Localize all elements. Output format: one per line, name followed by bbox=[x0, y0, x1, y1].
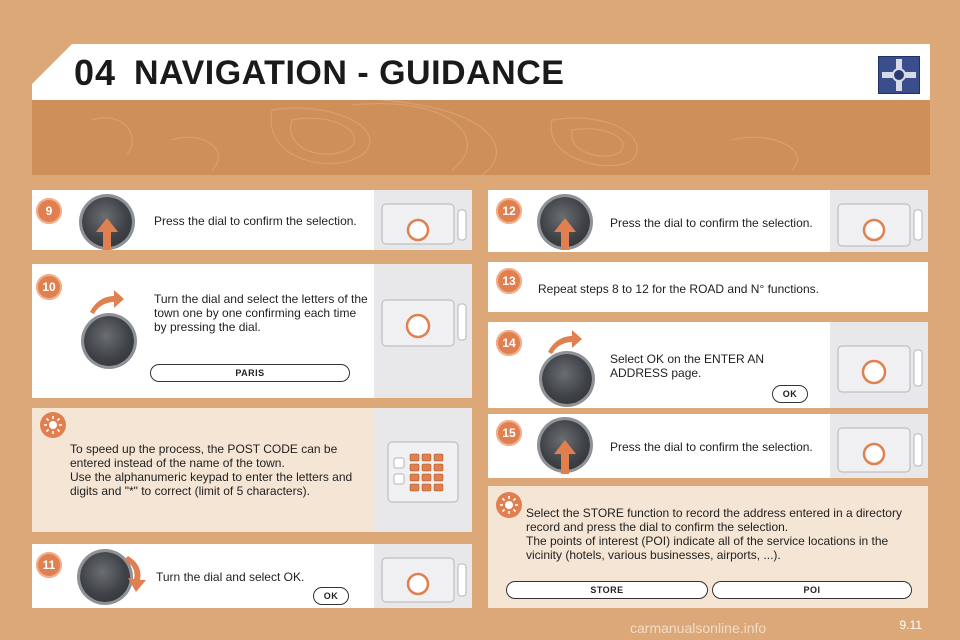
watermark: carmanualsonline.info bbox=[630, 620, 767, 636]
chapter-number: 04 bbox=[74, 52, 117, 93]
step-15-text: Press the dial to confirm the selection. bbox=[610, 440, 813, 454]
step-14-device-image bbox=[830, 322, 928, 408]
paris-button[interactable]: PARIS bbox=[150, 364, 350, 382]
step-10-text: Turn the dial and select the letters of the town one by one confirming each time by pressing the dial. bbox=[154, 292, 368, 334]
step-12-text: Press the dial to confirm the selection. bbox=[610, 216, 813, 230]
step-9-text: Press the dial to confirm the selection. bbox=[154, 214, 357, 228]
poi-button[interactable]: POI bbox=[712, 581, 912, 599]
page-title: NAVIGATION - GUIDANCE bbox=[134, 54, 565, 92]
turn-arrow-icon bbox=[546, 330, 582, 354]
ok-button-step-11[interactable]: OK bbox=[313, 587, 349, 605]
press-arrow-icon bbox=[96, 218, 118, 250]
tip-2-text-2: The points of interest (POI) indicate all of the service locations in the vicinity (hotels, various businesses, airports, ...). bbox=[526, 534, 889, 562]
topographic-banner bbox=[32, 100, 930, 175]
step-10-dial bbox=[84, 316, 134, 366]
ok-button-step-14[interactable]: OK bbox=[772, 385, 808, 403]
navigation-icon bbox=[878, 56, 920, 94]
turn-down-arrow-icon bbox=[124, 556, 148, 592]
step-11-dial bbox=[80, 552, 130, 602]
store-button[interactable]: STORE bbox=[506, 581, 708, 599]
step-9-device-image bbox=[374, 190, 472, 250]
step-10-device-image bbox=[374, 264, 472, 398]
step-14-badge: 14 bbox=[496, 330, 522, 356]
step-14-text: Select OK on the ENTER AN ADDRESS page. bbox=[610, 352, 765, 380]
step-15-badge: 15 bbox=[496, 420, 522, 446]
step-10-badge: 10 bbox=[36, 274, 62, 300]
tip-1-text-2: Use the alphanumeric keypad to enter the letters and digits and "*" to correct (limit of 5 characters). bbox=[70, 470, 353, 498]
press-arrow-icon bbox=[554, 440, 576, 474]
step-11-badge: 11 bbox=[36, 552, 62, 578]
turn-arrow-icon bbox=[88, 290, 124, 314]
step-11-text: Turn the dial and select OK. bbox=[156, 570, 305, 584]
page-number: 9.11 bbox=[899, 618, 922, 632]
step-14-dial bbox=[542, 354, 592, 404]
step-15-device-image bbox=[830, 414, 928, 478]
step-11-device-image bbox=[374, 544, 472, 608]
step-12-badge: 12 bbox=[496, 198, 522, 224]
step-9-badge: 9 bbox=[36, 198, 62, 224]
tip-2-sun-icon bbox=[496, 492, 522, 518]
step-13-text: Repeat steps 8 to 12 for the ROAD and N° functions. bbox=[538, 282, 819, 296]
tip-2-text-1: Select the STORE function to record the address entered in a directory record and press the dial to confirm the selection. bbox=[526, 506, 902, 534]
step-13-badge: 13 bbox=[496, 268, 522, 294]
tip-1-text-1: To speed up the process, the POST CODE can be entered instead of the name of the town. bbox=[70, 442, 338, 470]
step-12-device-image bbox=[830, 190, 928, 252]
keypad-image bbox=[374, 408, 472, 532]
tip-1-sun-icon bbox=[40, 412, 66, 438]
press-arrow-icon bbox=[554, 218, 576, 250]
